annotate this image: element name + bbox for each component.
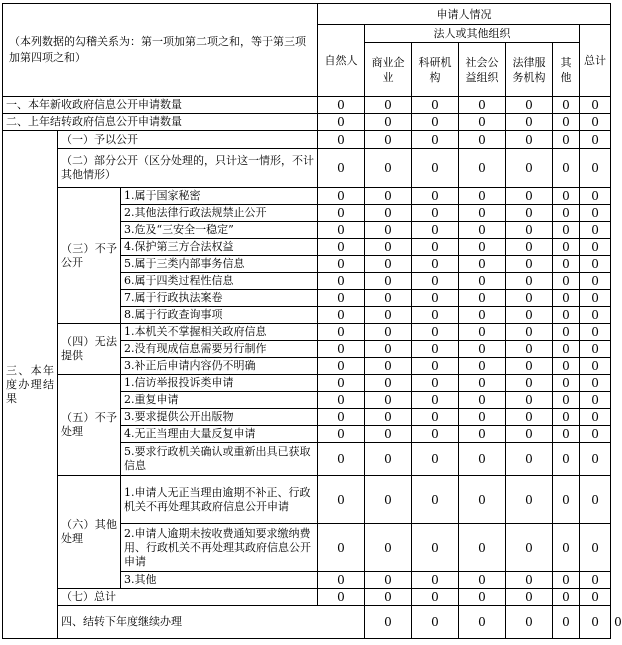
header-social: 社会公益组织 [459, 43, 506, 97]
value-cell: 0 [365, 392, 412, 409]
value-cell: 0 [553, 324, 580, 341]
value-cell: 0 [365, 273, 412, 290]
row-item-label: 3.其他 [121, 572, 318, 589]
value-cell: 0 [506, 409, 553, 426]
value-cell: 0 [412, 606, 459, 639]
row-item-label: 3.要求提供公开出版物 [121, 409, 318, 426]
value-cell: 0 [553, 443, 580, 476]
value-cell: 0 [580, 426, 611, 443]
value-cell: 0 [412, 205, 459, 222]
value-cell: 0 [318, 149, 365, 188]
value-cell: 0 [553, 222, 580, 239]
value-cell: 0 [412, 290, 459, 307]
value-cell: 0 [580, 476, 611, 524]
value-cell: 0 [459, 114, 506, 131]
value-cell: 0 [506, 273, 553, 290]
value-cell: 0 [580, 572, 611, 589]
value-cell: 0 [459, 205, 506, 222]
value-cell: 0 [412, 131, 459, 149]
value-cell: 0 [506, 426, 553, 443]
row-label-carried-over: 二、上年结转政府信息公开申请数量 [3, 114, 318, 131]
value-cell: 0 [318, 324, 365, 341]
value-cell: 0 [412, 273, 459, 290]
value-cell: 0 [506, 358, 553, 375]
value-cell: 0 [318, 188, 365, 205]
value-cell: 0 [459, 392, 506, 409]
table-row [3, 589, 611, 606]
header-natural-person: 自然人 [318, 25, 365, 97]
value-cell: 0 [365, 324, 412, 341]
header-legal-person-group: 法人或其他组织 [365, 25, 580, 43]
value-cell: 0 [365, 290, 412, 307]
value-cell: 0 [412, 188, 459, 205]
header-applicant: 申请人情况 [318, 4, 611, 25]
value-cell: 0 [553, 205, 580, 222]
value-cell: 0 [506, 341, 553, 358]
table-row [3, 375, 611, 392]
value-cell: 0 [580, 222, 611, 239]
table-row [3, 97, 611, 114]
value-cell: 0 [580, 358, 611, 375]
value-cell: 0 [318, 290, 365, 307]
value-cell: 0 [506, 307, 553, 324]
table-row: 四、结转下年度继续办理 0 0 0 0 0 0 0 [3, 606, 611, 639]
row-item-label: 4.无正当理由大量反复申请 [121, 426, 318, 443]
value-cell: 0 [318, 256, 365, 273]
row-label-new-requests: 一、本年新收政府信息公开申请数量 [3, 97, 318, 114]
value-cell: 0 [459, 606, 506, 639]
value-cell: 0 [365, 188, 412, 205]
value-cell: 0 [459, 409, 506, 426]
value-cell: 0 [365, 307, 412, 324]
value-cell: 0 [459, 443, 506, 476]
row-label-other-processing: （六）其他处理 [58, 476, 121, 589]
value-cell: 0 [553, 375, 580, 392]
row-item-label: 3.补正后申请内容仍不明确 [121, 358, 318, 375]
value-cell: 0 [459, 341, 506, 358]
value-cell: 0 [412, 476, 459, 524]
value-cell: 0 [459, 97, 506, 114]
value-cell: 0 [580, 375, 611, 392]
value-cell: 0 [412, 524, 459, 572]
row-label-cannot-provide: （四）无法提供 [58, 324, 121, 375]
value-cell: 0 [506, 188, 553, 205]
value-cell: 0 [553, 273, 580, 290]
value-cell: 0 [459, 358, 506, 375]
value-cell: 0 [553, 149, 580, 188]
value-cell: 0 [506, 443, 553, 476]
row-item-label: 2.申请人逾期未按收费通知要求缴纳费用、行政机关不再处理其政府信息公开申请 [121, 524, 318, 572]
value-cell: 0 [365, 341, 412, 358]
value-cell: 0 [365, 409, 412, 426]
value-cell: 0 [459, 572, 506, 589]
value-cell: 0 [365, 572, 412, 589]
value-cell: 0 [506, 239, 553, 256]
value-cell: 0 [553, 341, 580, 358]
value-cell: 0 [580, 409, 611, 426]
value-cell: 0 [553, 290, 580, 307]
value-cell: 0 [553, 188, 580, 205]
row-item-label: 2.重复申请 [121, 392, 318, 409]
value-cell: 0 [318, 205, 365, 222]
value-cell: 0 [459, 131, 506, 149]
value-cell: 0 [365, 426, 412, 443]
value-cell: 0 [506, 97, 553, 114]
value-cell: 0 [459, 589, 506, 606]
value-cell: 0 [580, 205, 611, 222]
table-row [3, 149, 611, 188]
table-row [3, 114, 611, 131]
row-label-carry-forward: 四、结转下年度继续办理 [58, 606, 365, 639]
row-item-label: 5.属于三类内部事务信息 [121, 256, 318, 273]
value-cell: 0 [412, 97, 459, 114]
value-cell: 0 [553, 572, 580, 589]
value-cell: 0 [318, 443, 365, 476]
value-cell: 0 [506, 476, 553, 524]
value-cell: 0 [553, 392, 580, 409]
value-cell: 0 [553, 239, 580, 256]
value-cell: 0 [506, 149, 553, 188]
value-cell: 0 [580, 341, 611, 358]
value-cell: 0 [318, 409, 365, 426]
row-item-label: 7.属于行政执法案卷 [121, 290, 318, 307]
value-cell: 0 [506, 205, 553, 222]
value-cell: 0 [318, 222, 365, 239]
statistics-table [2, 3, 622, 639]
value-cell: 0 [318, 97, 365, 114]
value-cell: 0 [318, 273, 365, 290]
value-cell: 0 [459, 239, 506, 256]
value-cell: 0 [365, 239, 412, 256]
value-cell: 0 [459, 188, 506, 205]
value-cell: 0 [553, 358, 580, 375]
value-cell: 0 [459, 290, 506, 307]
value-cell: 0 [365, 589, 412, 606]
header-other: 其他 [553, 43, 580, 97]
value-cell: 0 [553, 524, 580, 572]
value-cell: 0 [412, 358, 459, 375]
value-cell: 0 [365, 222, 412, 239]
value-cell: 0 [365, 256, 412, 273]
value-cell: 0 [412, 307, 459, 324]
value-cell: 0 [459, 273, 506, 290]
value-cell: 0 [506, 131, 553, 149]
value-cell: 0 [459, 149, 506, 188]
value-cell: 0 [553, 97, 580, 114]
value-cell: 0 [318, 114, 365, 131]
value-cell: 0 [412, 392, 459, 409]
header-commercial: 商业企业 [365, 43, 412, 97]
row-label-subtotal: （七）总计 [58, 589, 318, 606]
value-cell: 0 [506, 524, 553, 572]
row-item-label: 1.本机关不掌握相关政府信息 [121, 324, 318, 341]
value-cell: 0 [580, 273, 611, 290]
row-label-not-public: （三）不予公开 [58, 188, 121, 324]
value-cell: 0 [506, 324, 553, 341]
value-cell: 0 [412, 149, 459, 188]
value-cell: 0 [580, 149, 611, 188]
value-cell: 0 [580, 188, 611, 205]
value-cell: 0 [553, 589, 580, 606]
value-cell: 0 [365, 606, 412, 639]
row-item-label: 5.要求行政机关确认或重新出具已获取信息 [121, 443, 318, 476]
header-research: 科研机构 [412, 43, 459, 97]
value-cell: 0 [553, 476, 580, 524]
value-cell: 0 [553, 307, 580, 324]
value-cell: 0 [553, 606, 580, 639]
value-cell: 0 [553, 409, 580, 426]
value-cell: 0 [412, 239, 459, 256]
value-cell: 0 [459, 256, 506, 273]
value-cell: 0 [580, 256, 611, 273]
value-cell: 0 [459, 222, 506, 239]
value-cell: 0 [365, 149, 412, 188]
value-cell: 0 [365, 476, 412, 524]
row-label-not-processed: （五）不予处理 [58, 375, 121, 476]
value-cell: 0 [412, 572, 459, 589]
value-cell: 0 [365, 97, 412, 114]
value-cell: 0 [365, 375, 412, 392]
value-cell: 0 [412, 426, 459, 443]
value-cell: 0 [459, 426, 506, 443]
value-cell: 0 [318, 358, 365, 375]
value-cell: 0 [412, 375, 459, 392]
value-cell: 0 [412, 341, 459, 358]
value-cell: 0 [553, 114, 580, 131]
value-cell: 0 [365, 114, 412, 131]
value-cell: 0 [580, 443, 611, 476]
value-cell: 0 [580, 114, 611, 131]
value-cell: 0 [580, 97, 611, 114]
value-cell: 0 [580, 290, 611, 307]
value-cell: 0 [318, 341, 365, 358]
row-label-results: 三、本年度办理结果 [3, 131, 58, 639]
header-note: （本列数据的勾稽关系为：第一项加第二项之和，等于第三项加第四项之和） [3, 4, 318, 97]
value-cell: 0 [459, 324, 506, 341]
value-cell: 0 [506, 256, 553, 273]
value-cell: 0 [365, 443, 412, 476]
value-cell: 0 [506, 290, 553, 307]
value-cell: 0 [318, 426, 365, 443]
header-legal-service: 法律服务机构 [506, 43, 553, 97]
row-item-label: 2.没有现成信息需要另行制作 [121, 341, 318, 358]
row-item-label: 1.信访举报投诉类申请 [121, 375, 318, 392]
value-cell: 0 [412, 443, 459, 476]
row-label-partial: （二）部分公开（区分处理的，只计这一情形，不计其他情形） [58, 149, 318, 188]
row-item-label: 3.危及“三安全一稳定” [121, 222, 318, 239]
table-row [3, 131, 611, 149]
value-cell: 0 [506, 375, 553, 392]
value-cell: 0 [365, 205, 412, 222]
value-cell: 0 [553, 426, 580, 443]
value-cell: 0 [412, 256, 459, 273]
value-cell: 0 [318, 239, 365, 256]
table-row [3, 188, 611, 205]
value-cell: 0 [318, 375, 365, 392]
row-item-label: 6.属于四类过程性信息 [121, 273, 318, 290]
value-cell: 0 [365, 131, 412, 149]
value-cell: 0 [459, 524, 506, 572]
value-cell: 0 [580, 307, 611, 324]
value-cell: 0 [412, 114, 459, 131]
value-cell: 0 [318, 307, 365, 324]
row-item-label: 2.其他法律行政法规禁止公开 [121, 205, 318, 222]
row-item-label: 4.保护第三方合法权益 [121, 239, 318, 256]
value-cell: 0 [365, 358, 412, 375]
value-cell: 0 [506, 114, 553, 131]
value-cell: 0 [318, 131, 365, 149]
value-cell: 0 [580, 606, 611, 639]
value-cell: 0 [318, 524, 365, 572]
table-row [3, 476, 611, 524]
value-cell: 0 [459, 375, 506, 392]
value-cell: 0 [318, 392, 365, 409]
value-cell: 0 [506, 222, 553, 239]
header-total: 总计 [580, 25, 611, 97]
row-item-label: 8.属于行政查询事项 [121, 307, 318, 324]
value-cell: 0 [459, 307, 506, 324]
value-cell: 0 [553, 131, 580, 149]
value-cell: 0 [580, 131, 611, 149]
value-cell: 0 [580, 589, 611, 606]
value-cell: 0 [365, 524, 412, 572]
value-cell: 0 [553, 256, 580, 273]
value-cell: 0 [580, 392, 611, 409]
value-cell: 0 [506, 589, 553, 606]
row-item-label: 1.申请人无正当理由逾期不补正、行政机关不再处理其政府信息公开申请 [121, 476, 318, 524]
table-row [3, 324, 611, 341]
value-cell: 0 [506, 392, 553, 409]
value-cell: 0 [506, 572, 553, 589]
value-cell: 0 [318, 476, 365, 524]
value-cell: 0 [412, 589, 459, 606]
value-cell: 0 [580, 239, 611, 256]
value-cell: 0 [580, 324, 611, 341]
value-cell: 0 [412, 324, 459, 341]
value-cell: 0 [506, 606, 553, 639]
row-label-grant: （一）予以公开 [58, 131, 318, 149]
value-cell: 0 [412, 409, 459, 426]
value-cell: 0 [580, 524, 611, 572]
value-cell: 0 [318, 572, 365, 589]
row-item-label: 1.属于国家秘密 [121, 188, 318, 205]
value-cell: 0 [412, 222, 459, 239]
value-cell: 0 [459, 476, 506, 524]
value-cell: 0 [318, 589, 365, 606]
